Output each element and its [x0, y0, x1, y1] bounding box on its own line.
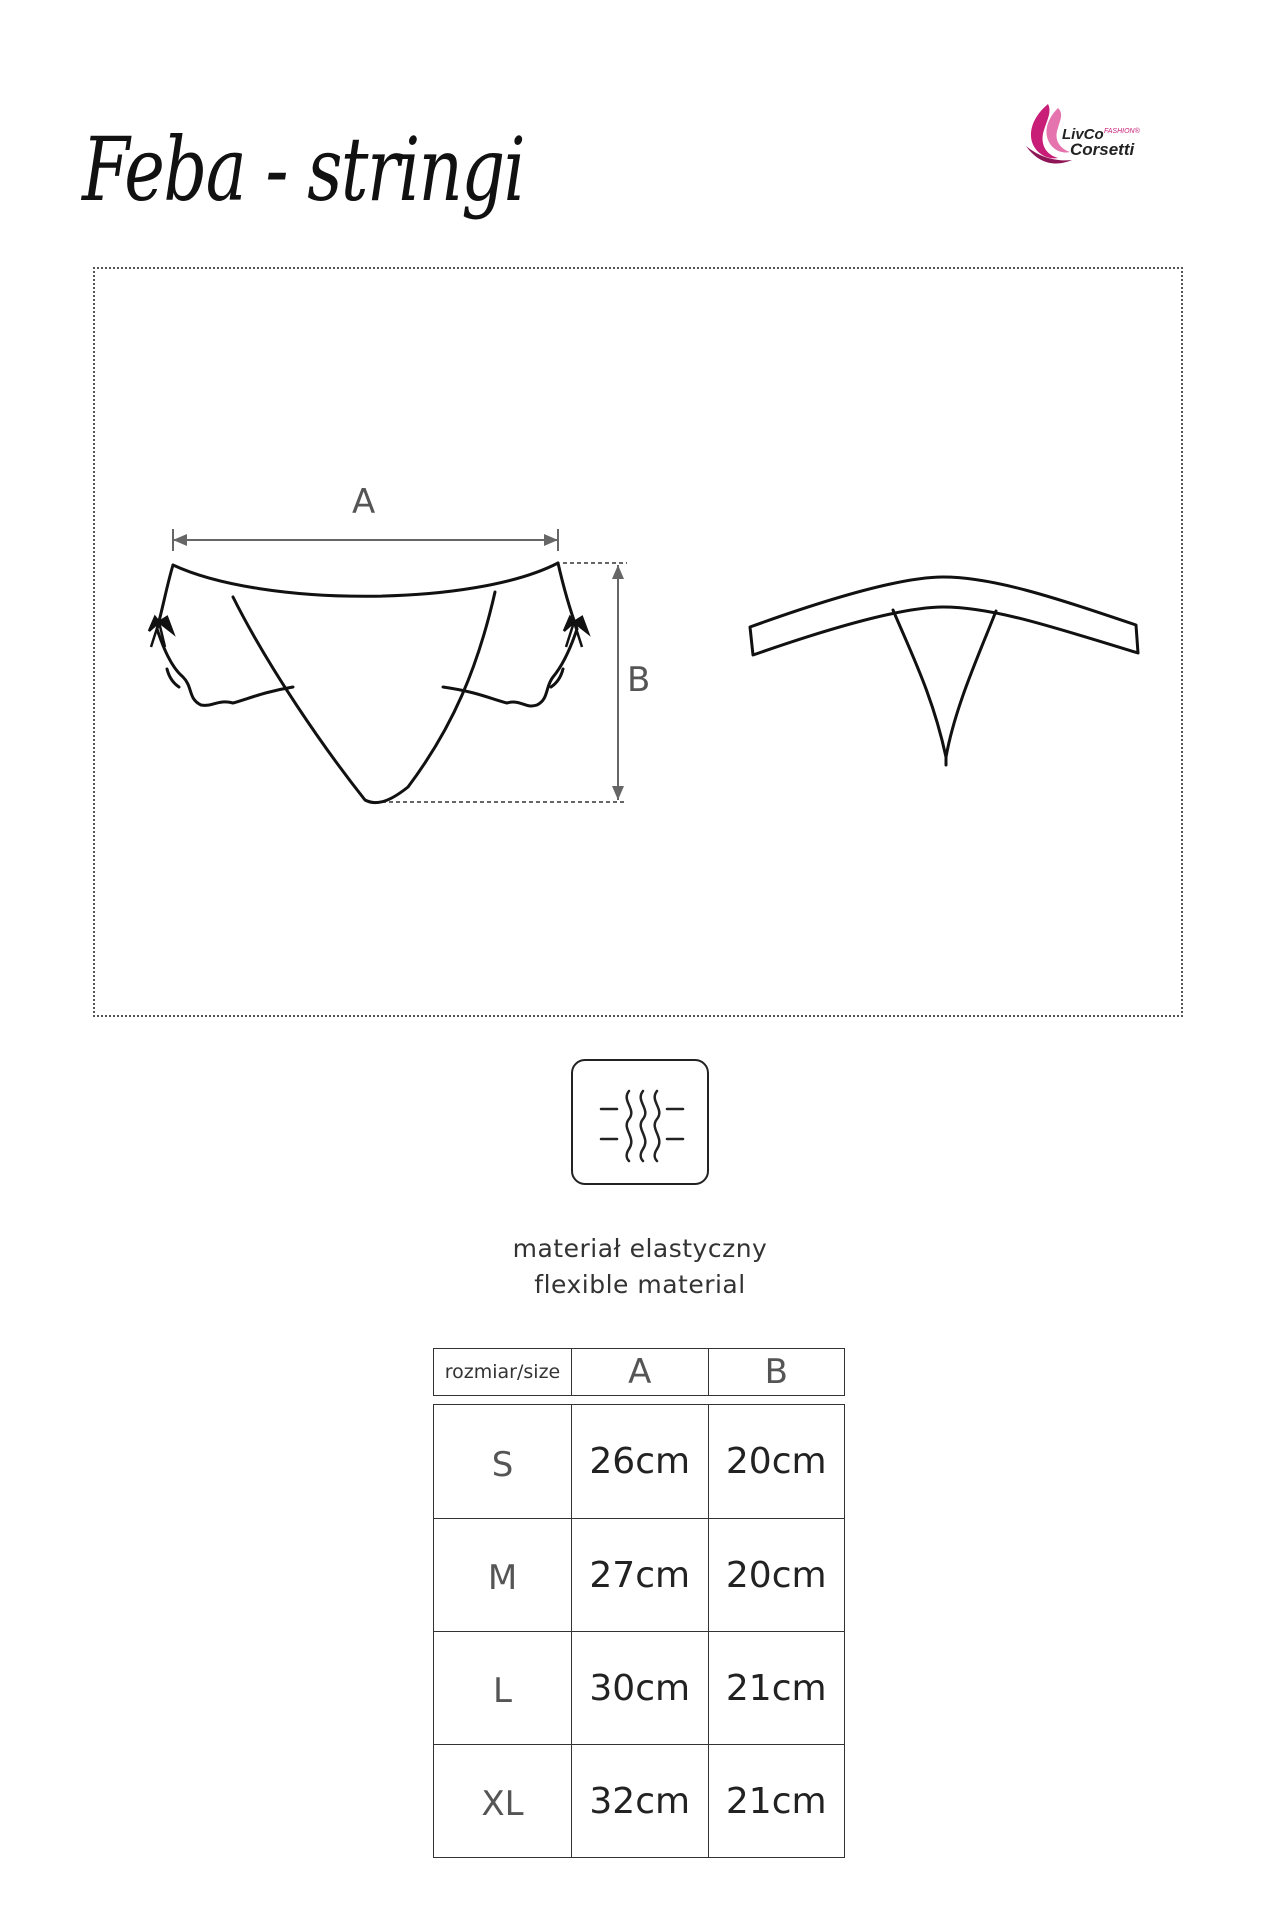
- size-cell: XL: [481, 1784, 524, 1824]
- product-title: Feba - stringi: [82, 118, 525, 221]
- dimension-a-label: A: [352, 482, 376, 522]
- brand-name-corsetti: Corsetti: [1070, 140, 1135, 159]
- b-cell: 21cm: [708, 1745, 845, 1857]
- b-cell: 20cm: [708, 1519, 845, 1631]
- brand-name-livco: LivCo: [1062, 126, 1104, 143]
- flexible-material-icon: [571, 1059, 709, 1185]
- size-cell: M: [487, 1558, 518, 1598]
- table-row: [434, 1631, 844, 1744]
- dimension-b-arrow: [368, 563, 627, 802]
- dimension-a-arrow: [173, 529, 558, 551]
- a-cell: 26cm: [571, 1405, 708, 1518]
- header-size: rozmiar/size: [444, 1361, 561, 1383]
- a-cell: 32cm: [571, 1745, 708, 1857]
- header-a: A: [571, 1349, 708, 1395]
- brand-logo: [1018, 98, 1168, 176]
- dimension-b-label: B: [627, 660, 651, 700]
- b-cell: 21cm: [708, 1632, 845, 1744]
- thong-back-view: [750, 577, 1138, 765]
- care-label-en: flexible material: [534, 1270, 746, 1299]
- size-table-body: [433, 1404, 845, 1858]
- thong-front-view: [157, 563, 577, 803]
- size-table: [433, 1348, 845, 1858]
- table-row: [434, 1744, 844, 1857]
- b-cell: 20cm: [708, 1405, 845, 1518]
- size-cell: L: [493, 1671, 512, 1711]
- brand-fashion-tag: FASHION®: [1104, 128, 1140, 135]
- header-b: B: [708, 1349, 845, 1395]
- table-row: [434, 1518, 844, 1631]
- size-table-header: [433, 1348, 845, 1396]
- size-cell: S: [491, 1444, 514, 1485]
- garment-diagram: [93, 267, 1183, 1017]
- care-label-pl: materiał elastyczny: [512, 1234, 768, 1263]
- bow-icon: [564, 617, 588, 647]
- a-cell: 30cm: [571, 1632, 708, 1744]
- a-cell: 27cm: [571, 1519, 708, 1631]
- table-row: [434, 1405, 844, 1518]
